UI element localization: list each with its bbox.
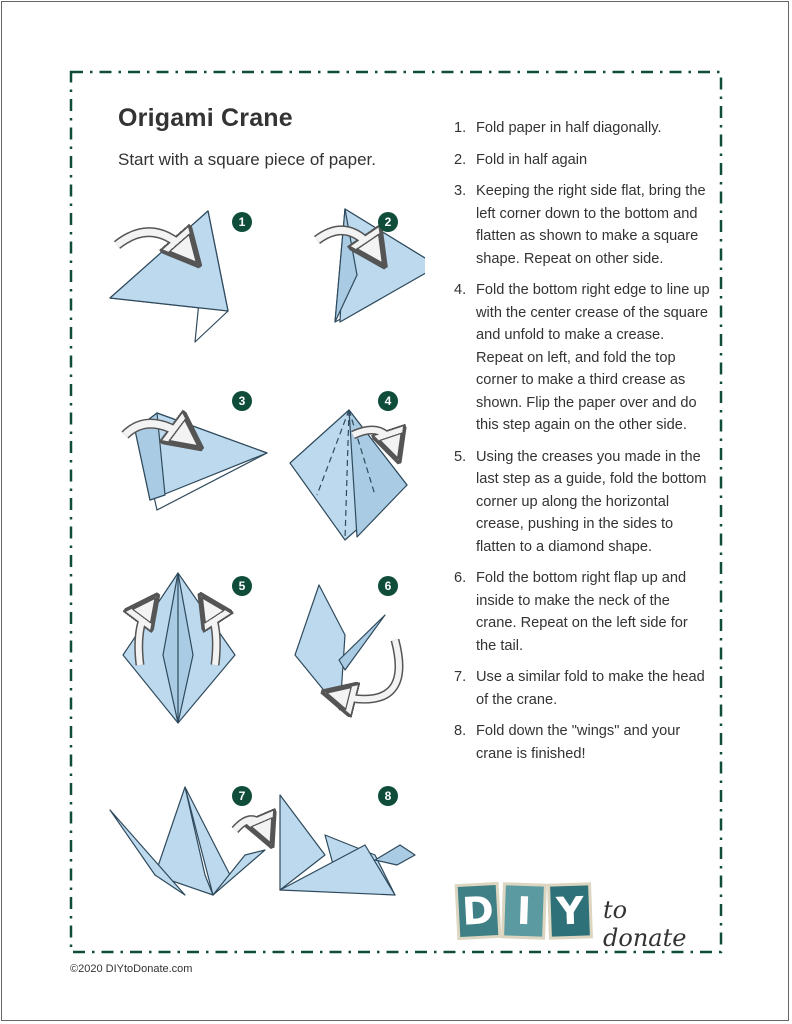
fold-diagram-6: [295, 585, 399, 710]
step-number: 1.: [454, 120, 467, 136]
logo-tile-i: I: [504, 885, 544, 936]
instruction-step-1: [454, 117, 712, 140]
step-text: Fold in half again: [476, 151, 588, 168]
instruction-step-4: [454, 279, 712, 437]
step-text: Fold the bottom right flap up and inside to make the neck of the crane. Repeat on the left side for the tail.: [476, 570, 688, 654]
step-badge-5-label: 5: [238, 579, 246, 593]
instruction-step-7: [454, 666, 712, 711]
step-text: Fold the bottom right edge to line up with the center crease of the square and unfold to make a crease. Repeat on left, and fold the top corner to make a third crease as shown. Flip the paper over and do this step again on the other side.: [476, 282, 710, 433]
step-text: Fold paper in half diagonally.: [476, 120, 662, 136]
step-number: 2.: [454, 151, 467, 168]
instruction-step-5: [454, 446, 712, 559]
logo-tile-d: D: [458, 885, 499, 937]
instruction-step-2: [454, 149, 712, 172]
step-text: Keeping the right side flat, bring the left corner down to the bottom and flatten as shown to make a square shape. Repeat on other side.: [476, 183, 706, 267]
instruction-step-6: [454, 567, 712, 657]
step-badge-7-label: 7: [238, 789, 246, 803]
step-number: 5.: [454, 448, 467, 465]
fold-diagrams: [95, 195, 425, 925]
step-number: 8.: [454, 723, 467, 739]
page-subtitle: Start with a square piece of paper.: [118, 150, 376, 169]
step-badge-3-label: 3: [238, 394, 246, 408]
step-number: 3.: [454, 183, 467, 199]
instruction-list: [454, 117, 712, 774]
step-text: Fold down the "wings" and your crane is finished!: [476, 723, 681, 762]
copyright-footer: ©2020 DIYtoDonate.com: [70, 963, 193, 975]
step-number: 4.: [454, 282, 467, 298]
step-number: 6.: [454, 570, 467, 586]
fold-diagram-8: [280, 795, 415, 895]
step-badge-2-label: 2: [384, 215, 392, 229]
instruction-step-3: [454, 180, 712, 270]
step-text: Using the creases you made in the last step as a guide, fold the bottom corner up along the horizontal crease, pushing in the sides to flatten to a diamond shape.: [476, 448, 707, 555]
step-text: Use a similar fold to make the head of the crane.: [476, 669, 705, 708]
logo-tile-y: Y: [550, 885, 590, 936]
diy-to-donate-logo: [455, 884, 705, 952]
step-badge-4-label: 4: [384, 394, 392, 408]
step-badge-8-label: 8: [384, 789, 392, 803]
fold-diagram-4: [290, 410, 407, 540]
instruction-step-8: [454, 720, 712, 765]
fold-diagram-2: [317, 209, 425, 322]
page-title: Origami Crane: [118, 104, 293, 132]
logo-script-text: to donate: [603, 896, 687, 952]
fold-diagram-1: [110, 211, 228, 342]
fold-diagram-5: [123, 573, 235, 723]
step-number: 7.: [454, 669, 467, 685]
fold-diagram-3: [125, 413, 267, 510]
step-badge-1-label: 1: [238, 215, 246, 229]
step-badge-6-label: 6: [384, 579, 392, 593]
